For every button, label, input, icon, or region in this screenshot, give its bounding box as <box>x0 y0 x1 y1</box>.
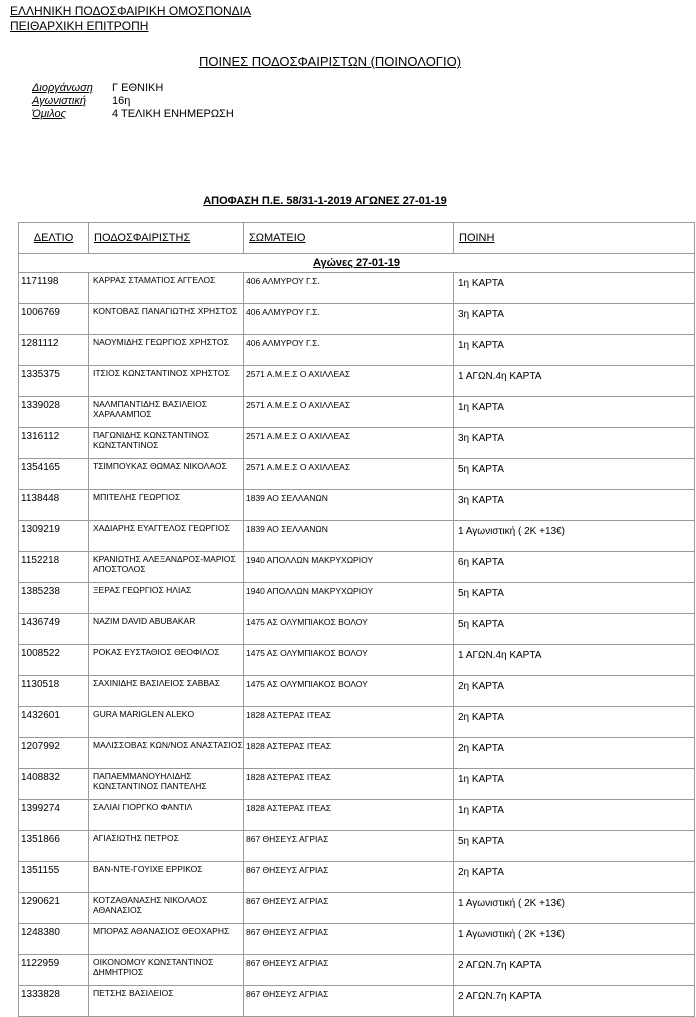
card-number: 1351866 <box>19 831 89 862</box>
player-name: ΚΟΝΤΟΒΑΣ ΠΑΝΑΓΙΩΤΗΣ ΧΡΗΣΤΟΣ <box>89 304 244 335</box>
column-header-card: ΔΕΛΤΙΟ <box>19 223 89 254</box>
card-number: 1152218 <box>19 552 89 583</box>
player-name: ΑΓΙΑΣΙΩΤΗΣ ΠΕΤΡΟΣ <box>89 831 244 862</box>
club-name: 1475 ΑΣ ΟΛΥΜΠΙΑΚΟΣ ΒΟΛΟΥ <box>244 676 454 707</box>
penalty: 1 Αγωνιστική ( 2K +13€) <box>454 924 695 955</box>
card-number: 1333828 <box>19 986 89 1017</box>
penalty: 2η ΚΑΡΤΑ <box>454 676 695 707</box>
penalties-table <box>18 222 695 1017</box>
meta-group <box>32 108 234 121</box>
card-number: 1281112 <box>19 335 89 366</box>
committee-name: ΠΕΙΘΑΡΧΙΚΗ ΕΠΙΤΡΟΠΗ <box>10 19 149 33</box>
card-number: 1171198 <box>19 273 89 304</box>
penalty: 2 ΑΓΩΝ.7η ΚΑΡΤΑ <box>454 955 695 986</box>
player-name: ΠΕΤΣΗΣ ΒΑΣΙΛΕΙΟΣ <box>89 986 244 1017</box>
player-name: ΤΣΙΜΠΟΥΚΑΣ ΘΩΜΑΣ ΝΙΚΟΛΑΟΣ <box>89 459 244 490</box>
table-row <box>19 769 695 800</box>
penalty: 1η ΚΑΡΤΑ <box>454 800 695 831</box>
club-name: 1828 ΑΣΤΕΡΑΣ ΙΤΕΑΣ <box>244 769 454 800</box>
meta-label: Αγωνιστική <box>32 95 86 107</box>
club-name: 1828 ΑΣΤΕΡΑΣ ΙΤΕΑΣ <box>244 707 454 738</box>
penalty: 1η ΚΑΡΤΑ <box>454 273 695 304</box>
player-name: NAZIM DAVID ABUBAKAR <box>89 614 244 645</box>
penalty: 2η ΚΑΡΤΑ <box>454 862 695 893</box>
club-name: 1940 ΑΠΟΛΛΩΝ ΜΑΚΡΥΧΩΡΙΟΥ <box>244 583 454 614</box>
meta-value: 16η <box>112 95 131 107</box>
club-name: 1828 ΑΣΤΕΡΑΣ ΙΤΕΑΣ <box>244 800 454 831</box>
club-name: 406 ΑΛΜΥΡΟΥ Γ.Σ. <box>244 335 454 366</box>
table-row <box>19 955 695 986</box>
group-row <box>19 254 695 273</box>
club-name: 867 ΘΗΣΕΥΣ ΑΓΡΙΑΣ <box>244 955 454 986</box>
card-number: 1335375 <box>19 366 89 397</box>
card-number: 1207992 <box>19 738 89 769</box>
club-name: 1940 ΑΠΟΛΛΩΝ ΜΑΚΡΥΧΩΡΙΟΥ <box>244 552 454 583</box>
table-row <box>19 831 695 862</box>
card-number: 1309219 <box>19 521 89 552</box>
club-name: 1839 ΑΟ ΣΕΛΛΑΝΩΝ <box>244 490 454 521</box>
decision-heading: ΑΠΟΦΑΣΗ Π.Ε. 58/31-1-2019 ΑΓΩΝΕΣ 27-01-19 <box>203 195 447 207</box>
player-name: ΝΑΟΥΜΙΔΗΣ ΓΕΩΡΓΙΟΣ ΧΡΗΣΤΟΣ <box>89 335 244 366</box>
card-number: 1138448 <box>19 490 89 521</box>
player-name: ΙΤΣΙΟΣ ΚΩΝΣΤΑΝΤΙΝΟΣ ΧΡΗΣΤΟΣ <box>89 366 244 397</box>
card-number: 1408832 <box>19 769 89 800</box>
club-name: 2571 Α.Μ.Ε.Σ Ο ΑΧΙΛΛΕΑΣ <box>244 428 454 459</box>
group-label: Αγώνες 27-01-19 <box>19 254 695 273</box>
table-row <box>19 862 695 893</box>
card-number: 1122959 <box>19 955 89 986</box>
player-name: ΣΑΧΙΝΙΔΗΣ ΒΑΣΙΛΕΙΟΣ ΣΑΒΒΑΣ <box>89 676 244 707</box>
penalty: 2η ΚΑΡΤΑ <box>454 707 695 738</box>
meta-value: 4 ΤΕΛΙΚΗ ΕΝΗΜΕΡΩΣΗ <box>112 108 234 120</box>
card-number: 1290621 <box>19 893 89 924</box>
table-row <box>19 552 695 583</box>
card-number: 1008522 <box>19 645 89 676</box>
player-name: ΜΠΙΤΕΛΗΣ ΓΕΩΡΓΙΟΣ <box>89 490 244 521</box>
player-name: ΚΑΡΡΑΣ ΣΤΑΜΑΤΙΟΣ ΑΓΓΕΛΟΣ <box>89 273 244 304</box>
player-name: ΜΑΛΙΣΣΟΒΑΣ ΚΩΝ/ΝΟΣ ΑΝΑΣΤΑΣΙΟΣ <box>89 738 244 769</box>
table-row <box>19 800 695 831</box>
table-row <box>19 986 695 1017</box>
penalties-table-wrapper <box>18 222 694 1017</box>
meta-value: Γ ΕΘΝΙΚΗ <box>112 82 164 94</box>
table-row <box>19 676 695 707</box>
penalty: 5η ΚΑΡΤΑ <box>454 459 695 490</box>
club-name: 867 ΘΗΣΕΥΣ ΑΓΡΙΑΣ <box>244 862 454 893</box>
table-row <box>19 738 695 769</box>
club-name: 1839 ΑΟ ΣΕΛΛΑΝΩΝ <box>244 521 454 552</box>
table-row <box>19 583 695 614</box>
penalty: 3η ΚΑΡΤΑ <box>454 428 695 459</box>
club-name: 867 ΘΗΣΕΥΣ ΑΓΡΙΑΣ <box>244 893 454 924</box>
table-row <box>19 304 695 335</box>
table-row <box>19 614 695 645</box>
player-name: ΜΠΟΡΑΣ ΑΘΑΝΑΣΙΟΣ ΘΕΟΧΑΡΗΣ <box>89 924 244 955</box>
player-name: ΟΙΚΟΝΟΜΟΥ ΚΩΝΣΤΑΝΤΙΝΟΣ ΔΗΜΗΤΡΙΟΣ <box>89 955 244 986</box>
penalty: 1 Αγωνιστική ( 2Κ +13€) <box>454 521 695 552</box>
club-name: 1475 ΑΣ ΟΛΥΜΠΙΑΚΟΣ ΒΟΛΟΥ <box>244 645 454 676</box>
document-title: ΠΟΙΝΕΣ ΠΟΔΟΣΦΑΙΡΙΣΤΩΝ (ΠΟΙΝΟΛΟΓΙΟ) <box>198 54 462 69</box>
penalty: 2η ΚΑΡΤΑ <box>454 738 695 769</box>
table-row <box>19 893 695 924</box>
table-row <box>19 707 695 738</box>
penalty: 2 ΑΓΩΝ.7η ΚΑΡΤΑ <box>454 986 695 1017</box>
player-name: ΧΑΔΙΑΡΗΣ ΕΥΑΓΓΕΛΟΣ ΓΕΩΡΓΙΟΣ <box>89 521 244 552</box>
player-name: ΠΑΓΩΝΙΔΗΣ ΚΩΝΣΤΑΝΤΙΝΟΣ ΚΩΝΣΤΑΝΤΙΝΟΣ <box>89 428 244 459</box>
card-number: 1432601 <box>19 707 89 738</box>
table-row <box>19 459 695 490</box>
meta-competition <box>32 82 163 95</box>
table-row <box>19 924 695 955</box>
player-name: ΒΑΝ-ΝΤΕ-ΓΟΥΙΧΕ ΕΡΡΙΚΟΣ <box>89 862 244 893</box>
table-header-row <box>19 223 695 254</box>
penalty: 6η ΚΑΡΤΑ <box>454 552 695 583</box>
player-name: ΡΟΚΑΣ ΕΥΣΤΑΘΙΟΣ ΘΕΟΦΙΛΟΣ <box>89 645 244 676</box>
federation-name: ΕΛΛΗΝΙΚΗ ΠΟΔΟΣΦΑΙΡΙΚΗ ΟΜΟΣΠΟΝΔΙΑ <box>10 4 251 18</box>
penalty: 5η ΚΑΡΤΑ <box>454 831 695 862</box>
card-number: 1436749 <box>19 614 89 645</box>
penalty: 3η ΚΑΡΤΑ <box>454 490 695 521</box>
table-row <box>19 490 695 521</box>
card-number: 1339028 <box>19 397 89 428</box>
table-row <box>19 366 695 397</box>
club-name: 867 ΘΗΣΕΥΣ ΑΓΡΙΑΣ <box>244 924 454 955</box>
meta-label: Όμιλος <box>32 108 66 120</box>
meta-round <box>32 95 130 108</box>
table-row <box>19 521 695 552</box>
meta-label: Διοργάνωση <box>32 82 93 94</box>
column-header-penalty: ΠΟΙΝΗ <box>454 223 695 254</box>
penalty: 3η ΚΑΡΤΑ <box>454 304 695 335</box>
card-number: 1316112 <box>19 428 89 459</box>
penalty: 1η ΚΑΡΤΑ <box>454 397 695 428</box>
penalty: 1 ΑΓΩΝ.4η ΚΑΡΤΑ <box>454 645 695 676</box>
table-row <box>19 335 695 366</box>
player-name: GURA MARIGLEN ALEKO <box>89 707 244 738</box>
table-row <box>19 273 695 304</box>
player-name: ΚΡΑΝΙΩΤΗΣ ΑΛΕΞΑΝΔΡΟΣ-ΜΑΡΙΟΣ ΑΠΟΣΤΟΛΟΣ <box>89 552 244 583</box>
club-name: 867 ΘΗΣΕΥΣ ΑΓΡΙΑΣ <box>244 986 454 1017</box>
club-name: 406 ΑΛΜΥΡΟΥ Γ.Σ. <box>244 304 454 335</box>
club-name: 1475 ΑΣ ΟΛΥΜΠΙΑΚΟΣ ΒΟΛΟΥ <box>244 614 454 645</box>
penalty: 5η ΚΑΡΤΑ <box>454 614 695 645</box>
penalty: 1η ΚΑΡΤΑ <box>454 769 695 800</box>
player-name: ΝΑΛΜΠΑΝΤΙΔΗΣ ΒΑΣΙΛΕΙΟΣ ΧΑΡΑΛΑΜΠΟΣ <box>89 397 244 428</box>
table-row <box>19 645 695 676</box>
column-header-club: ΣΩΜΑΤΕΙΟ <box>244 223 454 254</box>
player-name: ΞΕΡΑΣ ΓΕΩΡΓΙΟΣ ΗΛΙΑΣ <box>89 583 244 614</box>
table-row <box>19 428 695 459</box>
club-name: 2571 Α.Μ.Ε.Σ Ο ΑΧΙΛΛΕΑΣ <box>244 366 454 397</box>
penalty: 1 Αγωνιστική ( 2K +13€) <box>454 893 695 924</box>
table-row <box>19 397 695 428</box>
penalty: 1 ΑΓΩΝ.4η ΚΑΡΤΑ <box>454 366 695 397</box>
club-name: 406 ΑΛΜΥΡΟΥ Γ.Σ. <box>244 273 454 304</box>
card-number: 1399274 <box>19 800 89 831</box>
player-name: ΚΟΤΖΑΘΑΝΑΣΗΣ ΝΙΚΟΛΑΟΣ ΑΘΑΝΑΣΙΟΣ <box>89 893 244 924</box>
card-number: 1354165 <box>19 459 89 490</box>
club-name: 2571 Α.Μ.Ε.Σ Ο ΑΧΙΛΛΕΑΣ <box>244 397 454 428</box>
card-number: 1006769 <box>19 304 89 335</box>
penalty: 5η ΚΑΡΤΑ <box>454 583 695 614</box>
club-name: 867 ΘΗΣΕΥΣ ΑΓΡΙΑΣ <box>244 831 454 862</box>
player-name: ΠΑΠΑΕΜΜΑΝΟΥΗΛΙΔΗΣ ΚΩΝΣΤΑΝΤΙΝΟΣ ΠΑΝΤΕΛΗΣ <box>89 769 244 800</box>
player-name: ΣΑΛΙΑΙ ΓΙΟΡΓΚΟ ΦΑΝΤΙΛ <box>89 800 244 831</box>
column-header-player: ΠΟΔΟΣΦΑΙΡΙΣΤΗΣ <box>89 223 244 254</box>
card-number: 1351155 <box>19 862 89 893</box>
club-name: 2571 Α.Μ.Ε.Σ Ο ΑΧΙΛΛΕΑΣ <box>244 459 454 490</box>
penalty: 1η ΚΑΡΤΑ <box>454 335 695 366</box>
card-number: 1248380 <box>19 924 89 955</box>
club-name: 1828 ΑΣΤΕΡΑΣ ΙΤΕΑΣ <box>244 738 454 769</box>
card-number: 1130518 <box>19 676 89 707</box>
card-number: 1385238 <box>19 583 89 614</box>
